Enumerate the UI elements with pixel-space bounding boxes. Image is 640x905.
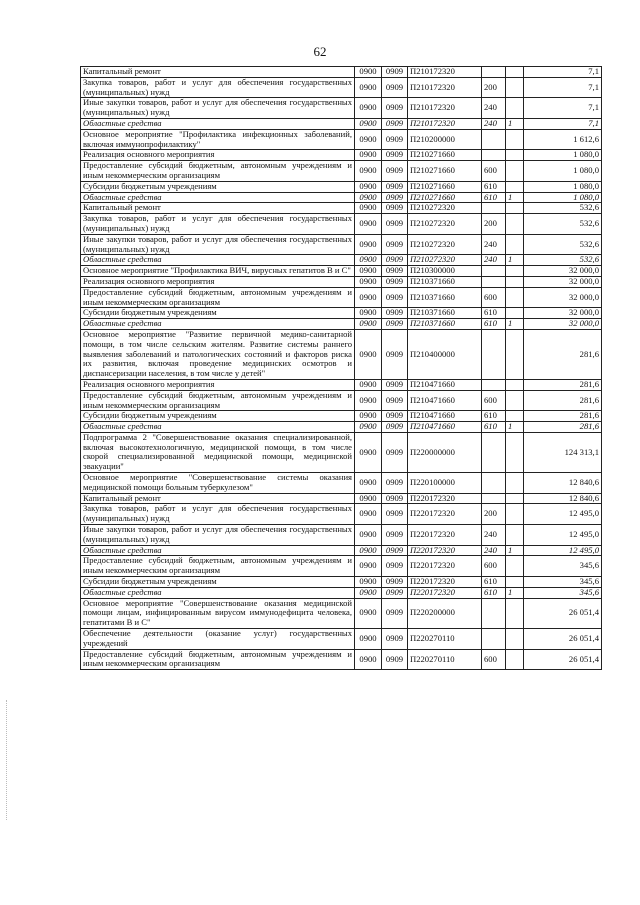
amount-cell: 345,6 <box>524 577 602 588</box>
item-name-cell: Субсидии бюджетным учреждениям <box>81 577 355 588</box>
target-article-cell: П210371660 <box>408 319 482 330</box>
expense-type-cell: 600 <box>482 287 506 308</box>
target-article-cell: П210271660 <box>408 161 482 182</box>
subsection-code-cell: 0909 <box>382 203 408 214</box>
table-row <box>81 432 602 472</box>
target-article-cell: П210471660 <box>408 379 482 390</box>
funding-source-cell <box>506 77 524 98</box>
expense-type-cell <box>482 379 506 390</box>
target-article-cell: П210371660 <box>408 287 482 308</box>
table-row <box>81 329 602 379</box>
table-row <box>81 161 602 182</box>
amount-cell: 7,1 <box>524 67 602 78</box>
subsection-code-cell: 0909 <box>382 649 408 670</box>
expense-type-cell: 600 <box>482 161 506 182</box>
section-code-cell: 0900 <box>355 525 382 546</box>
expense-type-cell <box>482 598 506 628</box>
amount-cell: 1 080,0 <box>524 192 602 203</box>
section-code-cell: 0900 <box>355 493 382 504</box>
page-number: 62 <box>313 44 327 59</box>
subsection-code-cell: 0909 <box>382 150 408 161</box>
item-name-cell: Иные закупки товаров, работ и услуг для обеспечения государственных (муниципальных) нужд <box>81 525 355 546</box>
amount-cell: 32 000,0 <box>524 308 602 319</box>
item-name-cell: Основное мероприятие "Совершенствование системы оказания медицинской помощи больным туберкулезом" <box>81 473 355 494</box>
amount-cell: 7,1 <box>524 118 602 129</box>
funding-source-cell <box>506 629 524 650</box>
target-article-cell: П210271660 <box>408 181 482 192</box>
amount-cell: 26 051,4 <box>524 629 602 650</box>
item-name-cell: Иные закупки товаров, работ и услуг для обеспечения государственных (муниципальных) нужд <box>81 234 355 255</box>
amount-cell: 32 000,0 <box>524 319 602 330</box>
amount-cell: 7,1 <box>524 98 602 119</box>
item-name-cell: Предоставление субсидий бюджетным, автономным учреждениям и иным некоммерческим организациям <box>81 390 355 411</box>
funding-source-cell <box>506 203 524 214</box>
table-row <box>81 181 602 192</box>
item-name-cell: Капитальный ремонт <box>81 493 355 504</box>
section-code-cell: 0900 <box>355 473 382 494</box>
table-row <box>81 67 602 78</box>
target-article-cell: П210172320 <box>408 118 482 129</box>
section-code-cell: 0900 <box>355 181 382 192</box>
amount-cell: 281,6 <box>524 390 602 411</box>
section-code-cell: 0900 <box>355 98 382 119</box>
funding-source-cell: 1 <box>506 422 524 433</box>
target-article-cell: П210200000 <box>408 129 482 150</box>
item-name-cell: Основное мероприятие "Совершенствование оказания медицинской помощи лицам, инфицированным вирусом иммунодефицита человека, гепатитами В и С" <box>81 598 355 628</box>
subsection-code-cell: 0909 <box>382 598 408 628</box>
table-row <box>81 129 602 150</box>
funding-source-cell <box>506 390 524 411</box>
amount-cell: 32 000,0 <box>524 287 602 308</box>
expense-type-cell <box>482 203 506 214</box>
margin-scan-mark <box>6 700 8 820</box>
subsection-code-cell: 0909 <box>382 379 408 390</box>
expense-type-cell <box>482 473 506 494</box>
target-article-cell: П220270110 <box>408 629 482 650</box>
subsection-code-cell: 0909 <box>382 329 408 379</box>
funding-source-cell <box>506 504 524 525</box>
expense-type-cell: 240 <box>482 525 506 546</box>
item-name-cell: Областные средства <box>81 319 355 330</box>
section-code-cell: 0900 <box>355 390 382 411</box>
amount-cell: 32 000,0 <box>524 266 602 277</box>
table-row <box>81 390 602 411</box>
funding-source-cell <box>506 525 524 546</box>
item-name-cell: Областные средства <box>81 545 355 556</box>
expense-type-cell: 600 <box>482 649 506 670</box>
target-article-cell: П220172320 <box>408 587 482 598</box>
section-code-cell: 0900 <box>355 161 382 182</box>
item-name-cell: Капитальный ремонт <box>81 67 355 78</box>
expense-type-cell <box>482 329 506 379</box>
expense-type-cell <box>482 266 506 277</box>
item-name-cell: Обеспечение деятельности (оказание услуг) государственных учреждений <box>81 629 355 650</box>
table-row <box>81 473 602 494</box>
item-name-cell: Предоставление субсидий бюджетным, автономным учреждениям и иным некоммерческим организациям <box>81 649 355 670</box>
target-article-cell: П210300000 <box>408 266 482 277</box>
item-name-cell: Областные средства <box>81 587 355 598</box>
target-article-cell: П210272320 <box>408 203 482 214</box>
funding-source-cell <box>506 379 524 390</box>
target-article-cell: П220172320 <box>408 545 482 556</box>
amount-cell: 12 495,0 <box>524 525 602 546</box>
funding-source-cell <box>506 411 524 422</box>
section-code-cell: 0900 <box>355 629 382 650</box>
funding-source-cell <box>506 473 524 494</box>
subsection-code-cell: 0909 <box>382 118 408 129</box>
subsection-code-cell: 0909 <box>382 493 408 504</box>
amount-cell: 12 840,6 <box>524 473 602 494</box>
target-article-cell: П210471660 <box>408 411 482 422</box>
item-name-cell: Закупка товаров, работ и услуг для обеспечения государственных (муниципальных) нужд <box>81 77 355 98</box>
subsection-code-cell: 0909 <box>382 98 408 119</box>
funding-source-cell <box>506 161 524 182</box>
table-row <box>81 98 602 119</box>
section-code-cell: 0900 <box>355 649 382 670</box>
target-article-cell: П220172320 <box>408 493 482 504</box>
table-row <box>81 545 602 556</box>
expense-type-cell: 200 <box>482 214 506 235</box>
item-name-cell: Предоставление субсидий бюджетным, автономным учреждениям и иным некоммерческим организациям <box>81 556 355 577</box>
table-row <box>81 629 602 650</box>
table-row <box>81 319 602 330</box>
subsection-code-cell: 0909 <box>382 192 408 203</box>
item-name-cell: Основное мероприятие "Развитие первичной медико-санитарной помощи, в том числе сельским жителям. Развитие системы раннего выявления заболеваний и патологических состояний и факторов риска их развития, включая проведение медицинских осмотров и диспансеризации населения, в том числе у детей" <box>81 329 355 379</box>
amount-cell: 532,6 <box>524 255 602 266</box>
amount-cell: 345,6 <box>524 556 602 577</box>
table-row <box>81 649 602 670</box>
subsection-code-cell: 0909 <box>382 67 408 78</box>
amount-cell: 26 051,4 <box>524 598 602 628</box>
table-row <box>81 493 602 504</box>
expense-type-cell: 610 <box>482 308 506 319</box>
amount-cell: 124 313,1 <box>524 432 602 472</box>
table-row <box>81 308 602 319</box>
subsection-code-cell: 0909 <box>382 129 408 150</box>
subsection-code-cell: 0909 <box>382 255 408 266</box>
section-code-cell: 0900 <box>355 319 382 330</box>
funding-source-cell <box>506 214 524 235</box>
subsection-code-cell: 0909 <box>382 234 408 255</box>
funding-source-cell: 1 <box>506 192 524 203</box>
funding-source-cell <box>506 556 524 577</box>
funding-source-cell <box>506 266 524 277</box>
expense-type-cell: 200 <box>482 504 506 525</box>
funding-source-cell: 1 <box>506 118 524 129</box>
amount-cell: 12 495,0 <box>524 504 602 525</box>
expense-type-cell: 600 <box>482 390 506 411</box>
section-code-cell: 0900 <box>355 214 382 235</box>
target-article-cell: П210172320 <box>408 98 482 119</box>
expense-type-cell <box>482 150 506 161</box>
section-code-cell: 0900 <box>355 67 382 78</box>
amount-cell: 26 051,4 <box>524 649 602 670</box>
funding-source-cell <box>506 150 524 161</box>
target-article-cell: П210400000 <box>408 329 482 379</box>
section-code-cell: 0900 <box>355 203 382 214</box>
table-row <box>81 203 602 214</box>
amount-cell: 281,6 <box>524 329 602 379</box>
table-row <box>81 598 602 628</box>
funding-source-cell <box>506 598 524 628</box>
amount-cell: 12 840,6 <box>524 493 602 504</box>
item-name-cell: Реализация основного мероприятия <box>81 379 355 390</box>
expense-type-cell: 610 <box>482 411 506 422</box>
expense-type-cell: 610 <box>482 577 506 588</box>
section-code-cell: 0900 <box>355 379 382 390</box>
expense-type-cell <box>482 67 506 78</box>
target-article-cell: П210272320 <box>408 214 482 235</box>
table-row <box>81 77 602 98</box>
section-code-cell: 0900 <box>355 287 382 308</box>
target-article-cell: П220270110 <box>408 649 482 670</box>
target-article-cell: П210371660 <box>408 276 482 287</box>
item-name-cell: Реализация основного мероприятия <box>81 150 355 161</box>
funding-source-cell <box>506 577 524 588</box>
table-row <box>81 214 602 235</box>
subsection-code-cell: 0909 <box>382 181 408 192</box>
expense-type-cell: 600 <box>482 556 506 577</box>
item-name-cell: Основное мероприятие "Профилактика ВИЧ, вирусных гепатитов В и С" <box>81 266 355 277</box>
target-article-cell: П220172320 <box>408 577 482 588</box>
section-code-cell: 0900 <box>355 556 382 577</box>
amount-cell: 281,6 <box>524 379 602 390</box>
funding-source-cell <box>506 649 524 670</box>
expense-type-cell: 610 <box>482 319 506 330</box>
subsection-code-cell: 0909 <box>382 214 408 235</box>
subsection-code-cell: 0909 <box>382 629 408 650</box>
amount-cell: 281,6 <box>524 422 602 433</box>
table-row <box>81 255 602 266</box>
target-article-cell: П220200000 <box>408 598 482 628</box>
funding-source-cell: 1 <box>506 545 524 556</box>
table-row <box>81 411 602 422</box>
table-row <box>81 587 602 598</box>
funding-source-cell <box>506 67 524 78</box>
funding-source-cell <box>506 287 524 308</box>
table-row <box>81 577 602 588</box>
amount-cell: 12 495,0 <box>524 545 602 556</box>
subsection-code-cell: 0909 <box>382 577 408 588</box>
amount-cell: 281,6 <box>524 411 602 422</box>
table-row <box>81 379 602 390</box>
amount-cell: 532,6 <box>524 234 602 255</box>
item-name-cell: Субсидии бюджетным учреждениям <box>81 411 355 422</box>
budget-table <box>80 66 602 670</box>
expense-type-cell: 610 <box>482 181 506 192</box>
table-row <box>81 150 602 161</box>
expense-type-cell: 610 <box>482 587 506 598</box>
item-name-cell: Подпрограмма 2 "Совершенствование оказания специализированной, включая высокотехнологичную, медицинской помощи, в том числе скорой специализированной медицинской помощи, медицинской эвакуации" <box>81 432 355 472</box>
amount-cell: 345,6 <box>524 587 602 598</box>
expense-type-cell <box>482 129 506 150</box>
funding-source-cell <box>506 432 524 472</box>
subsection-code-cell: 0909 <box>382 556 408 577</box>
section-code-cell: 0900 <box>355 192 382 203</box>
item-name-cell: Основное мероприятие "Профилактика инфекционных заболеваний, включая иммунопрофилактику" <box>81 129 355 150</box>
section-code-cell: 0900 <box>355 577 382 588</box>
item-name-cell: Реализация основного мероприятия <box>81 276 355 287</box>
subsection-code-cell: 0909 <box>382 587 408 598</box>
target-article-cell: П210172320 <box>408 67 482 78</box>
section-code-cell: 0900 <box>355 118 382 129</box>
item-name-cell: Областные средства <box>81 255 355 266</box>
expense-type-cell <box>482 276 506 287</box>
item-name-cell: Закупка товаров, работ и услуг для обеспечения государственных (муниципальных) нужд <box>81 214 355 235</box>
target-article-cell: П210172320 <box>408 77 482 98</box>
section-code-cell: 0900 <box>355 329 382 379</box>
item-name-cell: Закупка товаров, работ и услуг для обеспечения государственных (муниципальных) нужд <box>81 504 355 525</box>
item-name-cell: Предоставление субсидий бюджетным, автономным учреждениям и иным некоммерческим организациям <box>81 161 355 182</box>
item-name-cell: Иные закупки товаров, работ и услуг для обеспечения государственных (муниципальных) нужд <box>81 98 355 119</box>
section-code-cell: 0900 <box>355 150 382 161</box>
target-article-cell: П220000000 <box>408 432 482 472</box>
subsection-code-cell: 0909 <box>382 319 408 330</box>
amount-cell: 1 080,0 <box>524 181 602 192</box>
table-row <box>81 266 602 277</box>
table-row <box>81 422 602 433</box>
section-code-cell: 0900 <box>355 276 382 287</box>
budget-table-body <box>81 67 602 670</box>
expense-type-cell: 200 <box>482 77 506 98</box>
funding-source-cell: 1 <box>506 319 524 330</box>
subsection-code-cell: 0909 <box>382 411 408 422</box>
subsection-code-cell: 0909 <box>382 161 408 182</box>
expense-type-cell <box>482 432 506 472</box>
item-name-cell: Областные средства <box>81 192 355 203</box>
section-code-cell: 0900 <box>355 504 382 525</box>
amount-cell: 1 080,0 <box>524 161 602 182</box>
expense-type-cell: 610 <box>482 422 506 433</box>
subsection-code-cell: 0909 <box>382 308 408 319</box>
funding-source-cell <box>506 98 524 119</box>
target-article-cell: П210471660 <box>408 422 482 433</box>
funding-source-cell <box>506 329 524 379</box>
section-code-cell: 0900 <box>355 422 382 433</box>
expense-type-cell: 240 <box>482 234 506 255</box>
amount-cell: 1 612,6 <box>524 129 602 150</box>
table-row <box>81 276 602 287</box>
target-article-cell: П220100000 <box>408 473 482 494</box>
expense-type-cell: 610 <box>482 192 506 203</box>
item-name-cell: Субсидии бюджетным учреждениям <box>81 181 355 192</box>
section-code-cell: 0900 <box>355 234 382 255</box>
funding-source-cell <box>506 308 524 319</box>
section-code-cell: 0900 <box>355 255 382 266</box>
expense-type-cell <box>482 493 506 504</box>
table-row <box>81 234 602 255</box>
item-name-cell: Предоставление субсидий бюджетным, автономным учреждениям и иным некоммерческим организациям <box>81 287 355 308</box>
table-row <box>81 525 602 546</box>
funding-source-cell <box>506 493 524 504</box>
section-code-cell: 0900 <box>355 587 382 598</box>
table-row <box>81 556 602 577</box>
section-code-cell: 0900 <box>355 266 382 277</box>
target-article-cell: П220172320 <box>408 504 482 525</box>
section-code-cell: 0900 <box>355 411 382 422</box>
section-code-cell: 0900 <box>355 598 382 628</box>
amount-cell: 532,6 <box>524 214 602 235</box>
table-row <box>81 118 602 129</box>
funding-source-cell: 1 <box>506 255 524 266</box>
expense-type-cell: 240 <box>482 545 506 556</box>
target-article-cell: П210471660 <box>408 390 482 411</box>
subsection-code-cell: 0909 <box>382 77 408 98</box>
subsection-code-cell: 0909 <box>382 504 408 525</box>
item-name-cell: Областные средства <box>81 422 355 433</box>
target-article-cell: П210271660 <box>408 192 482 203</box>
subsection-code-cell: 0909 <box>382 432 408 472</box>
table-row <box>81 287 602 308</box>
amount-cell: 532,6 <box>524 203 602 214</box>
subsection-code-cell: 0909 <box>382 287 408 308</box>
target-article-cell: П220172320 <box>408 556 482 577</box>
expense-type-cell: 240 <box>482 98 506 119</box>
table-row <box>81 504 602 525</box>
section-code-cell: 0900 <box>355 545 382 556</box>
funding-source-cell <box>506 181 524 192</box>
funding-source-cell <box>506 276 524 287</box>
table-row <box>81 192 602 203</box>
subsection-code-cell: 0909 <box>382 525 408 546</box>
amount-cell: 1 080,0 <box>524 150 602 161</box>
target-article-cell: П210272320 <box>408 255 482 266</box>
section-code-cell: 0900 <box>355 432 382 472</box>
funding-source-cell <box>506 129 524 150</box>
expense-type-cell: 240 <box>482 255 506 266</box>
subsection-code-cell: 0909 <box>382 473 408 494</box>
target-article-cell: П210271660 <box>408 150 482 161</box>
section-code-cell: 0900 <box>355 308 382 319</box>
expense-type-cell: 240 <box>482 118 506 129</box>
item-name-cell: Областные средства <box>81 118 355 129</box>
item-name-cell: Субсидии бюджетным учреждениям <box>81 308 355 319</box>
funding-source-cell: 1 <box>506 587 524 598</box>
target-article-cell: П220172320 <box>408 525 482 546</box>
subsection-code-cell: 0909 <box>382 545 408 556</box>
section-code-cell: 0900 <box>355 129 382 150</box>
subsection-code-cell: 0909 <box>382 276 408 287</box>
funding-source-cell <box>506 234 524 255</box>
item-name-cell: Капитальный ремонт <box>81 203 355 214</box>
target-article-cell: П210371660 <box>408 308 482 319</box>
subsection-code-cell: 0909 <box>382 266 408 277</box>
subsection-code-cell: 0909 <box>382 390 408 411</box>
amount-cell: 7,1 <box>524 77 602 98</box>
section-code-cell: 0900 <box>355 77 382 98</box>
target-article-cell: П210272320 <box>408 234 482 255</box>
subsection-code-cell: 0909 <box>382 422 408 433</box>
amount-cell: 32 000,0 <box>524 276 602 287</box>
expense-type-cell <box>482 629 506 650</box>
